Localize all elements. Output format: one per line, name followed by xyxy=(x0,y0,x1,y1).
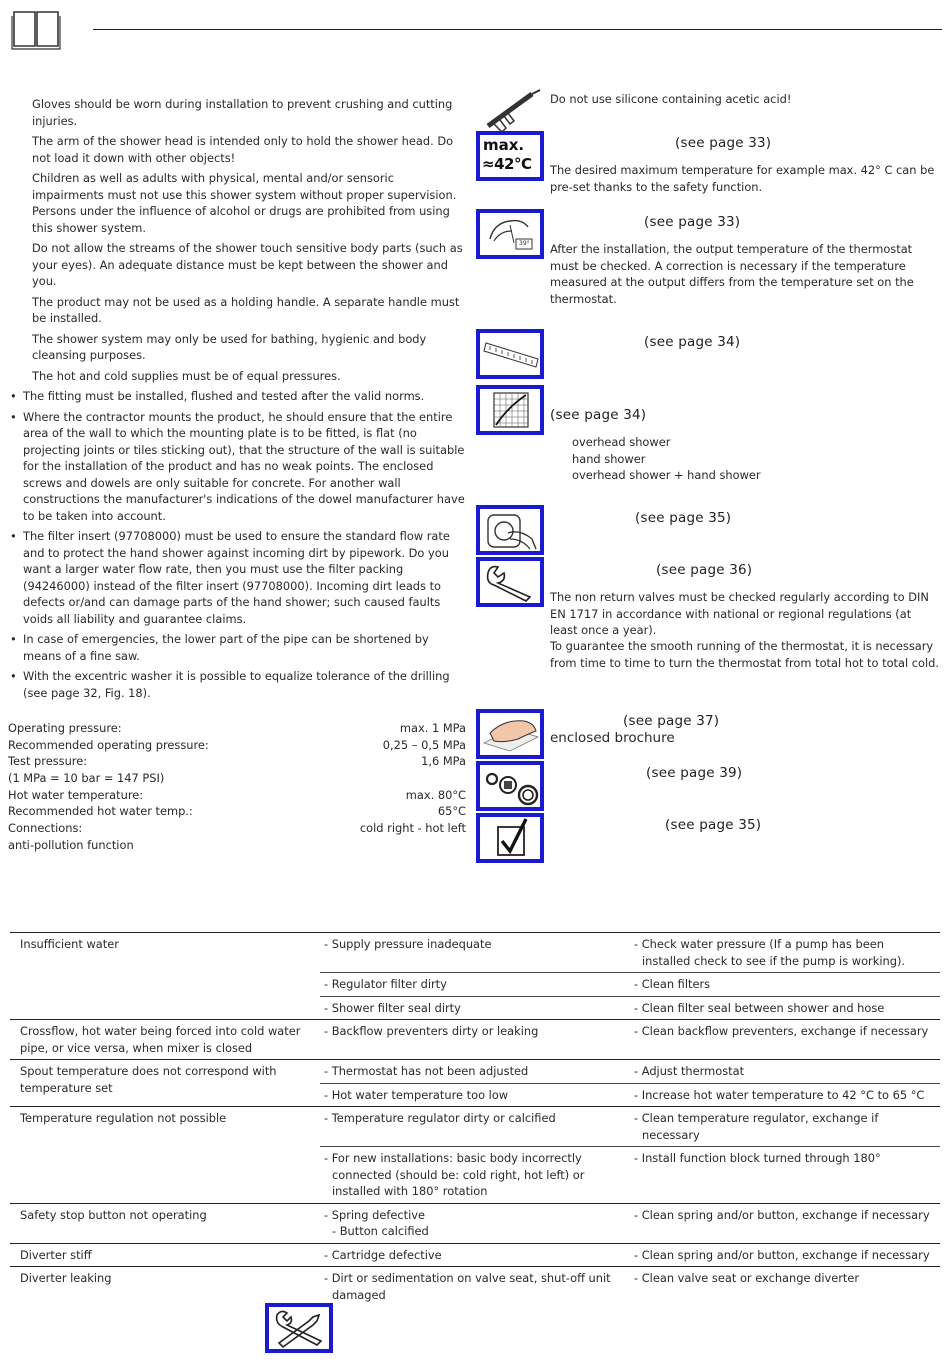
spec-row xyxy=(8,787,466,804)
installation-note: • The fitting must be installed, flushed and tested after the valid norms. xyxy=(8,388,468,405)
cause-cell: - Spring defective - Button calcified xyxy=(320,1203,632,1243)
table-row xyxy=(10,933,940,973)
table-row xyxy=(10,1020,940,1060)
remedy-cell: - Clean valve seat or exchange diverter xyxy=(632,1267,940,1307)
table-row xyxy=(10,1060,940,1084)
see-page-ref: (see page 34) xyxy=(550,407,647,423)
cause-cell: - Hot water temperature too low xyxy=(320,1083,632,1107)
open-book-icon xyxy=(10,8,62,50)
fault-cell: Crossflow, hot water being forced into cold water pipe, or vice versa, when mixer is closed xyxy=(10,1020,320,1060)
fault-cell: Diverter stiff xyxy=(10,1243,320,1267)
troubleshooting-table xyxy=(10,932,940,1306)
remedy-cell: - Adjust thermostat xyxy=(632,1060,940,1084)
cause-cell: - Temperature regulator dirty or calcified xyxy=(320,1107,632,1147)
installation-note: • In case of emergencies, the lower part of the pipe can be shortened by means of a fine saw. xyxy=(8,631,468,664)
fault-cell: Safety stop button not operating xyxy=(10,1203,320,1243)
spec-label: Recommended operating pressure: xyxy=(8,737,209,752)
see-page-ref: (see page 35) xyxy=(635,510,732,526)
flow-item: hand shower xyxy=(572,451,646,466)
remedy-cell: - Install function block turned through 180° xyxy=(632,1147,940,1204)
cause-cell: - Cartridge defective xyxy=(320,1243,632,1267)
silicone-warning: Do not use silicone containing acetic acid! xyxy=(550,92,792,106)
safety-notes xyxy=(32,96,468,384)
thermometer-reading: 39° xyxy=(519,240,530,247)
spec-row xyxy=(8,753,466,770)
tools-icon xyxy=(265,1303,333,1353)
remedy-cell: - Increase hot water temperature to 42 °C to 65 °C xyxy=(632,1083,940,1107)
spec-row xyxy=(8,837,466,854)
table-row xyxy=(10,1203,940,1243)
see-page-ref: (see page 34) xyxy=(644,334,741,350)
spare-parts-icon xyxy=(476,761,544,811)
spec-row xyxy=(8,803,466,820)
see-page-ref: (see page 39) xyxy=(646,765,743,781)
installation-note: • Where the contractor mounts the product, he should ensure that the entire area of the wall to which the mounting plate is to be fitted, is flat (no projecting joints or tiles sticking out), that the structure of the wall is suitable for the installation of the product and has no weak points. The enclosed screws and dowels are only suitable for concrete. For another wall constructions the manufacturer's indications of the dowel manufacturer have to be taken into account. xyxy=(8,409,468,525)
table-row xyxy=(10,1243,940,1267)
remedy-cell: - Clean spring and/or button, exchange if necessary xyxy=(632,1243,940,1267)
safety-note: Gloves should be worn during installation to prevent crushing and cutting injuries. xyxy=(32,97,453,128)
remedy-cell: - Clean filter seal between shower and hose xyxy=(632,996,940,1020)
spec-value: 65°C xyxy=(437,804,466,818)
cause-cell: - For new installations: basic body incorrectly connected (should be: cold right, hot left) or installed with 180° rotation xyxy=(320,1147,632,1204)
see-page-ref: (see page 35) xyxy=(665,817,762,833)
spec-row xyxy=(8,720,466,737)
spec-row xyxy=(8,820,466,837)
calibration-text: After the installation, the output temperature of the thermostat must be checked. A correction is necessary if the temperature measured at the output differs from the temperature set on the thermostat. xyxy=(550,242,914,306)
spec-label: Test pressure: xyxy=(8,754,88,768)
spec-label: (1 MPa = 10 bar = 147 PSI) xyxy=(8,770,165,785)
spec-value: max. 80°C xyxy=(405,787,466,802)
spec-value: 0,25 – 0,5 MPa xyxy=(382,737,466,752)
remedy-cell: - Check water pressure (If a pump has been installed check to see if the pump is working). xyxy=(632,933,940,973)
service-text: The non return valves must be checked regularly according to DIN EN 1717 in accordance with national or regional regulations (at least once a year). xyxy=(550,590,929,637)
cause-cell: - Regulator filter dirty xyxy=(320,973,632,997)
flow-item: overhead shower xyxy=(572,435,671,449)
table-row xyxy=(10,1107,940,1147)
ruler-icon xyxy=(476,329,544,379)
spec-label: Connections: xyxy=(8,821,83,835)
see-page-ref: (see page 33) xyxy=(675,135,772,151)
remedy-cell: - Clean filters xyxy=(632,973,940,997)
cause-cell: - Supply pressure inadequate xyxy=(320,933,632,973)
safety-note: The hot and cold supplies must be of equal pressures. xyxy=(32,368,341,383)
cause-cell: - Backflow preventers dirty or leaking xyxy=(320,1020,632,1060)
remedy-cell: - Clean spring and/or button, exchange if necessary xyxy=(632,1203,940,1243)
silicone-gun-icon xyxy=(480,88,544,132)
see-page-ref: (see page 36) xyxy=(656,562,753,578)
spec-value: cold right - hot left xyxy=(359,821,466,835)
flow-item: overhead shower + hand shower xyxy=(572,468,761,482)
thermometer-hand-icon xyxy=(476,209,544,259)
wrench-icon xyxy=(476,557,544,607)
remedy-cell: - Clean temperature regulator, exchange if necessary xyxy=(632,1107,940,1147)
see-page-ref: (see page 37) xyxy=(623,713,720,729)
flow-list xyxy=(572,434,761,484)
safety-note: Children as well as adults with physical, mental and/or sensoric impairments must not use this shower system without proper supervision. Persons under the influence of alcohol or drugs are prohibited from using this shower system. xyxy=(32,171,457,235)
header-rule xyxy=(93,29,942,30)
spec-label: anti-pollution function xyxy=(8,838,134,852)
spec-row xyxy=(8,737,466,754)
enclosed-brochure: enclosed brochure xyxy=(550,730,675,746)
hand-cleaning-icon xyxy=(476,505,544,555)
installation-note: • With the excentric washer it is possible to equalize tolerance of the drilling (see page 32, Fig. 18). xyxy=(8,668,468,701)
fault-cell: Spout temperature does not correspond with temperature set xyxy=(10,1060,320,1107)
fault-cell: Diverter leaking xyxy=(10,1267,320,1307)
cloth-wipe-icon xyxy=(476,709,544,759)
table-row xyxy=(10,1267,940,1307)
cause-cell: - Shower filter seal dirty xyxy=(320,996,632,1020)
see-page-ref: (see page 33) xyxy=(644,214,741,230)
installation-note: • The filter insert (97708000) must be used to ensure the standard flow rate and to protect the hand shower against incoming dirt by pipework. Do you want a larger water flow rate, then you must use the filter packing (94246000) instead of the filter insert (97708000). Incoming dirt leads to defects or/and can damage parts of the hand shower; such caused faults voids all liability and guarantee claims. xyxy=(8,528,468,627)
safety-note: The arm of the shower head is intended only to hold the shower head. Do not load it down with other objects! xyxy=(32,134,454,165)
max-temperature-icon-label: max. xyxy=(483,136,525,154)
checkmark-icon xyxy=(476,813,544,863)
safety-note: The shower system may only be used for bathing, hygienic and body cleansing purposes. xyxy=(32,331,427,362)
safety-note: Do not allow the streams of the shower touch sensitive body parts (such as your eyes). An adequate distance must be kept between the shower and you. xyxy=(32,241,463,288)
service-text-2: To guarantee the smooth running of the thermostat, it is necessary from time to time to turn the thermostat from total hot to total cold. xyxy=(550,639,940,670)
cause-cell: - Dirt or sedimentation on valve seat, shut-off unit damaged xyxy=(320,1267,632,1307)
safety-note: The product may not be used as a holding handle. A separate handle must be installed. xyxy=(32,294,460,325)
flow-diagram-icon xyxy=(476,385,544,435)
cause-cell: - Thermostat has not been adjusted xyxy=(320,1060,632,1084)
installation-notes xyxy=(8,388,468,705)
max-temperature-icon xyxy=(476,131,544,181)
fault-cell: Insufficient water xyxy=(10,933,320,1020)
spec-label: Operating pressure: xyxy=(8,721,122,735)
max-temp-text: The desired maximum temperature for example max. 42° C can be pre-set thanks to the safety function. xyxy=(550,163,935,194)
spec-value: max. 1 MPa xyxy=(399,721,466,735)
spec-label: Hot water temperature: xyxy=(8,787,144,802)
spec-value: 1,6 MPa xyxy=(421,754,466,768)
spec-row xyxy=(8,770,466,787)
remedy-cell: - Clean backflow preventers, exchange if necessary xyxy=(632,1020,940,1060)
max-temperature-icon-value: ≈42°C xyxy=(482,155,532,173)
fault-cell: Temperature regulation not possible xyxy=(10,1107,320,1204)
spec-label: Recommended hot water temp.: xyxy=(8,804,193,818)
